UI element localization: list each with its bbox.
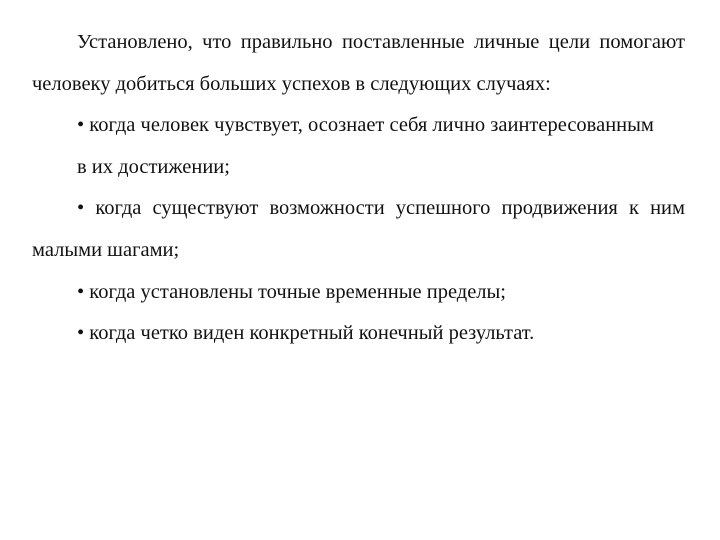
bullet-personal-interest-continuation: в их достижении; [77, 155, 230, 178]
bullet-personal-interest: • когда человек чувствует, осознает себя лично заинтересованным [77, 114, 654, 137]
bullet-final-result: • когда четко виден конкретный конечный результат. [77, 322, 535, 345]
bullet-small-steps: • когда существуют возможности успешного продвижения к ним малыми шагами; [32, 197, 685, 261]
body-text [32, 22, 685, 355]
bullet-time-limits: • когда установлены точные временные пределы; [77, 280, 506, 303]
intro-paragraph: Установлено, что правильно поставленные личные цели помогают человеку добиться больших успехов в следующих случаях: [32, 31, 685, 95]
